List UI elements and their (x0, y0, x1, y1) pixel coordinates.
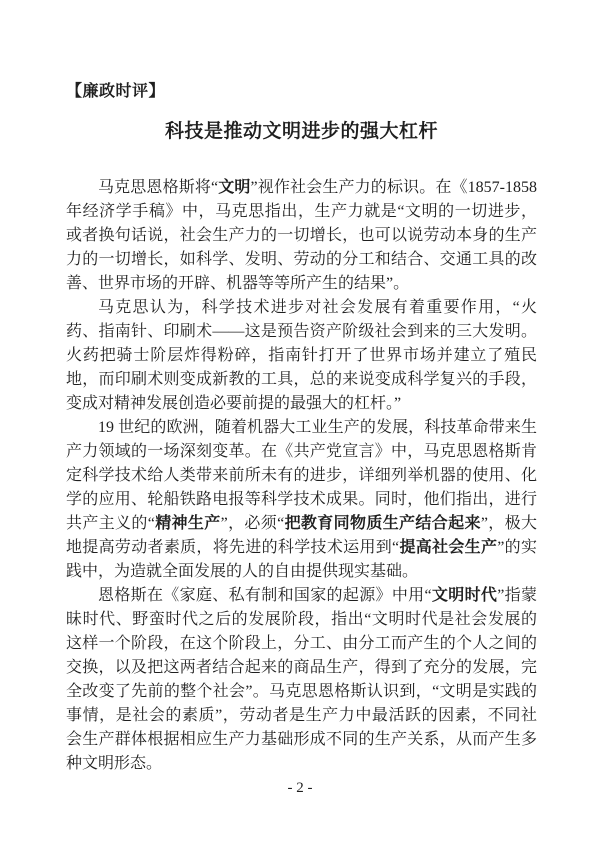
emphasized-text: 提高社会生产 (399, 539, 498, 556)
paragraph (66, 176, 537, 296)
paragraph (66, 416, 537, 584)
body-text: ”，极大地提高劳动者素质，将先进的科学技术运用到“ (66, 515, 537, 556)
page-title: 科技是推动文明进步的强大杠杆 (164, 121, 438, 142)
paragraph (66, 296, 537, 416)
body-text: 恩格斯在《家庭、私有制和国家的起源》中用“ (98, 587, 432, 604)
body-text: 19 世纪的欧洲，随着机器大工业生产的发展，科技革命带来生产力领域的一场深刻变革。在《共产党宣言》中，马克思恩格斯肯定科学技术给人类带来前所未有的进步，详细列举机器的使用、化学的应用、轮船铁路电报等科学技术成果。同时，他们指出，进行共产主义的“ (66, 419, 537, 532)
emphasized-text: 文明时代 (431, 587, 498, 604)
body-paragraphs (66, 176, 537, 776)
body-text: ”指蒙昧时代、野蛮时代之后的发展阶段，指出“文明时代是社会发展的这样一个阶段，在这个阶段上，分工、由分工而产生的个人之间的交换，以及把这两者结合起来的商品生产，得到了充分的发展，完全改变了先前的整个社会”。马克思恩格斯认识到，“文明是实践的事情，是社会的素质”，劳动者是生产力中最活跃的因素，不同社会生产群体根据相应生产力基础形成不同的生产关系，从而产生多种文明形态。 (66, 587, 537, 772)
body-text: 马克思恩格斯将“ (98, 179, 219, 196)
emphasized-text: 精神生产 (154, 515, 221, 532)
body-text: ”，必须“ (220, 515, 285, 532)
body-text: 马克思认为，科学技术进步对社会发展有着重要作用，“火药、指南针、印刷术——这是预告资产阶级社会到来的三大发明。火药把骑士阶层炸得粉碎，指南针打开了世界市场并建立了殖民地，而印刷术则变成新教的工具，总的来说变成科学复兴的手段，变成对精神发展创造必要前提的最强大的杠杆。” (66, 299, 537, 412)
section-header: 【廉政时评】 (66, 83, 166, 100)
emphasized-text: 把教育同物质生产结合起来 (284, 515, 481, 532)
body-text: ”的实践中，为造就全面发展的人的自由提供现实基础。 (66, 539, 537, 580)
emphasized-text: 文明 (218, 179, 251, 196)
paragraph (66, 584, 537, 776)
page-number: - 2 - (287, 780, 313, 796)
body-text: ”视作社会生产力的标识。在《1857-1858年经济学手稿》中，马克思指出，生产力就是“文明的一切进步，或者换句话说，社会生产力的一切增长，也可以说劳动本身的生产力的一切增长，如科学、发明、劳动的分工和结合、交通工具的改善、世界市场的开辟、机器等等所产生的结果”。 (66, 179, 537, 292)
